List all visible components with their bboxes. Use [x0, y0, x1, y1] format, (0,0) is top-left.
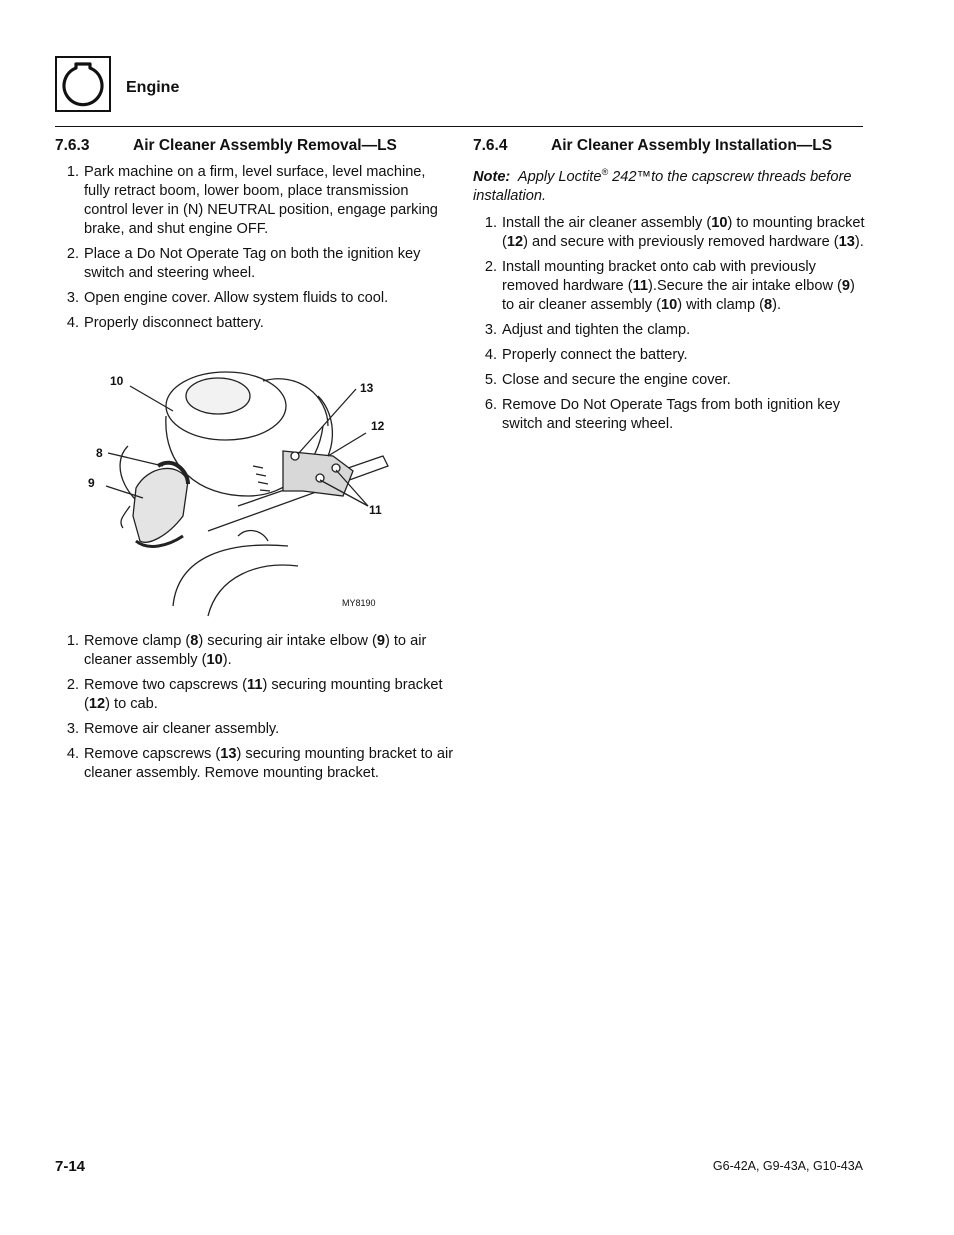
step-text: Open engine cover. Allow system fluids to cool. — [84, 290, 389, 306]
removal-heading-number: 7.6.3 — [55, 137, 90, 154]
step-text — [84, 632, 455, 670]
step-text-fragment: Install the air cleaner assembly ( — [502, 214, 712, 231]
page-number: 7-14 — [55, 1158, 86, 1175]
step-text-fragment: Install mounting bracket onto cab with previously removed hardware ( — [502, 258, 816, 294]
step-text — [502, 346, 688, 365]
part-reference-number: 12 — [88, 696, 106, 712]
step-number: 3. — [484, 321, 497, 338]
step-text — [84, 745, 455, 783]
part-reference-number: 10 — [206, 652, 223, 668]
step-text-fragment: ).Secure the air intake elbow ( — [648, 277, 842, 294]
step-text-fragment: Close and secure the engine cover. — [502, 371, 731, 388]
step-item — [55, 632, 455, 670]
step-text-fragment: Adjust and tighten the clamp. — [502, 321, 691, 338]
step-text-fragment: ) to cab. — [105, 696, 158, 712]
step-number: 1. — [484, 214, 497, 231]
callout-8: 8 — [96, 446, 103, 460]
step-item — [55, 314, 455, 333]
removal-heading — [55, 136, 455, 156]
removal-heading-title: Air Cleaner Assembly Removal—LS — [133, 137, 397, 154]
step-text-fragment: Remove two capscrews ( — [84, 677, 248, 693]
step-item — [473, 346, 865, 365]
step-text-fragment: ). — [854, 233, 864, 250]
step-item — [473, 214, 865, 252]
step-text-fragment: ) securing air intake elbow ( — [198, 633, 377, 649]
step-item — [55, 289, 455, 308]
step-text: Place a Do Not Operate Tag on both the ignition key switch and steering wheel. — [84, 246, 421, 281]
step-item — [473, 396, 865, 434]
air-cleaner-illustration — [88, 356, 398, 618]
step-text: Properly disconnect battery. — [84, 315, 264, 331]
preparation-steps — [55, 163, 455, 333]
step-item — [473, 321, 865, 340]
step-number: 5. — [484, 371, 497, 388]
callout-11: 11 — [369, 503, 382, 517]
step-number: 2. — [66, 677, 79, 693]
note-text-a: Apply Loctite — [517, 168, 602, 185]
step-text — [502, 371, 731, 390]
step-text-fragment: ) securing mounting bracket to air cleaner assembly. Remove mounting bracket. — [84, 746, 454, 781]
part-reference-number: 11 — [247, 677, 263, 693]
step-item — [55, 720, 455, 739]
callout-10: 10 — [110, 374, 124, 388]
step-text — [502, 321, 690, 340]
callout-9: 9 — [88, 476, 95, 490]
installation-heading-number: 7.6.4 — [473, 137, 508, 154]
model-numbers: G6-42A, G9-43A, G10-43A — [712, 1159, 863, 1173]
part-reference-number: 8 — [763, 296, 773, 313]
step-number: 6. — [484, 396, 497, 413]
step-text-fragment: ) to air cleaner assembly ( — [502, 277, 855, 313]
left-column — [55, 136, 455, 339]
air-cleaner-figure — [88, 356, 398, 618]
part-reference-number: 12 — [506, 233, 524, 250]
step-number: 2. — [66, 246, 79, 262]
step-item — [55, 163, 455, 239]
step-item — [473, 258, 865, 315]
right-column — [473, 136, 865, 440]
step-text: Park machine on a firm, level surface, level machine, fully retract boom, lower boom, place transmission control lever in (N) NEUTRAL position, engage parking brake, and shut engine OFF. — [84, 164, 438, 237]
step-text-fragment: ) and secure with previously removed hardware ( — [523, 233, 839, 250]
part-reference-number: 10 — [660, 296, 678, 313]
step-text-fragment: ) to air cleaner assembly ( — [84, 633, 427, 668]
step-number: 1. — [66, 633, 79, 649]
step-item — [55, 676, 455, 714]
step-number: 4. — [66, 746, 79, 762]
installation-heading — [473, 136, 865, 156]
removal-steps — [55, 632, 455, 783]
loctite-note — [473, 163, 865, 206]
step-text-fragment: ). — [772, 296, 782, 313]
step-number: 4. — [484, 346, 497, 363]
step-text — [502, 214, 865, 252]
step-text — [502, 396, 865, 434]
step-text-fragment: ) to mounting bracket ( — [502, 214, 865, 250]
part-reference-number: 11 — [632, 277, 649, 294]
installation-steps — [473, 214, 865, 434]
step-text-fragment: Remove capscrews ( — [84, 746, 221, 762]
note-label: Note: — [473, 168, 511, 185]
part-reference-number: 9 — [376, 633, 385, 649]
step-number: 4. — [66, 315, 79, 331]
step-number: 3. — [66, 290, 79, 306]
step-item — [55, 245, 455, 283]
step-number: 3. — [66, 721, 79, 737]
engine-section-icon-box — [55, 56, 111, 112]
step-text-fragment: ). — [222, 652, 232, 668]
step-number: 2. — [484, 258, 497, 275]
step-text-fragment: ) securing mounting bracket ( — [84, 677, 443, 712]
step-text-fragment: Properly connect the battery. — [502, 346, 688, 363]
header-rule — [55, 126, 863, 127]
note-registered-mark: ® — [601, 167, 609, 177]
step-text — [84, 676, 455, 714]
step-text-fragment: Remove clamp ( — [84, 633, 191, 649]
callout-12: 12 — [371, 419, 385, 433]
engine-icon — [57, 58, 109, 110]
part-reference-number: 9 — [841, 277, 851, 294]
note-text-b: 242™to the capscrew threads before installation. — [473, 168, 852, 204]
part-reference-number: 10 — [711, 214, 728, 231]
step-text — [84, 720, 279, 739]
part-reference-number: 13 — [838, 233, 855, 250]
part-reference-number: 13 — [220, 746, 237, 762]
callout-13: 13 — [360, 381, 374, 395]
section-label: Engine — [126, 79, 180, 96]
step-text-fragment: Remove Do Not Operate Tags from both ignition key switch and steering wheel. — [502, 396, 840, 432]
step-text — [502, 258, 865, 315]
step-item — [473, 371, 865, 390]
step-number: 1. — [66, 164, 79, 180]
installation-heading-title: Air Cleaner Assembly Installation—LS — [551, 137, 833, 154]
step-item — [55, 745, 455, 783]
removal-steps-block — [55, 632, 455, 789]
step-text-fragment: ) with clamp ( — [677, 296, 764, 313]
step-text-fragment: Remove air cleaner assembly. — [84, 721, 280, 737]
part-reference-number: 8 — [190, 633, 199, 649]
figure-code: MY8190 — [342, 598, 376, 608]
